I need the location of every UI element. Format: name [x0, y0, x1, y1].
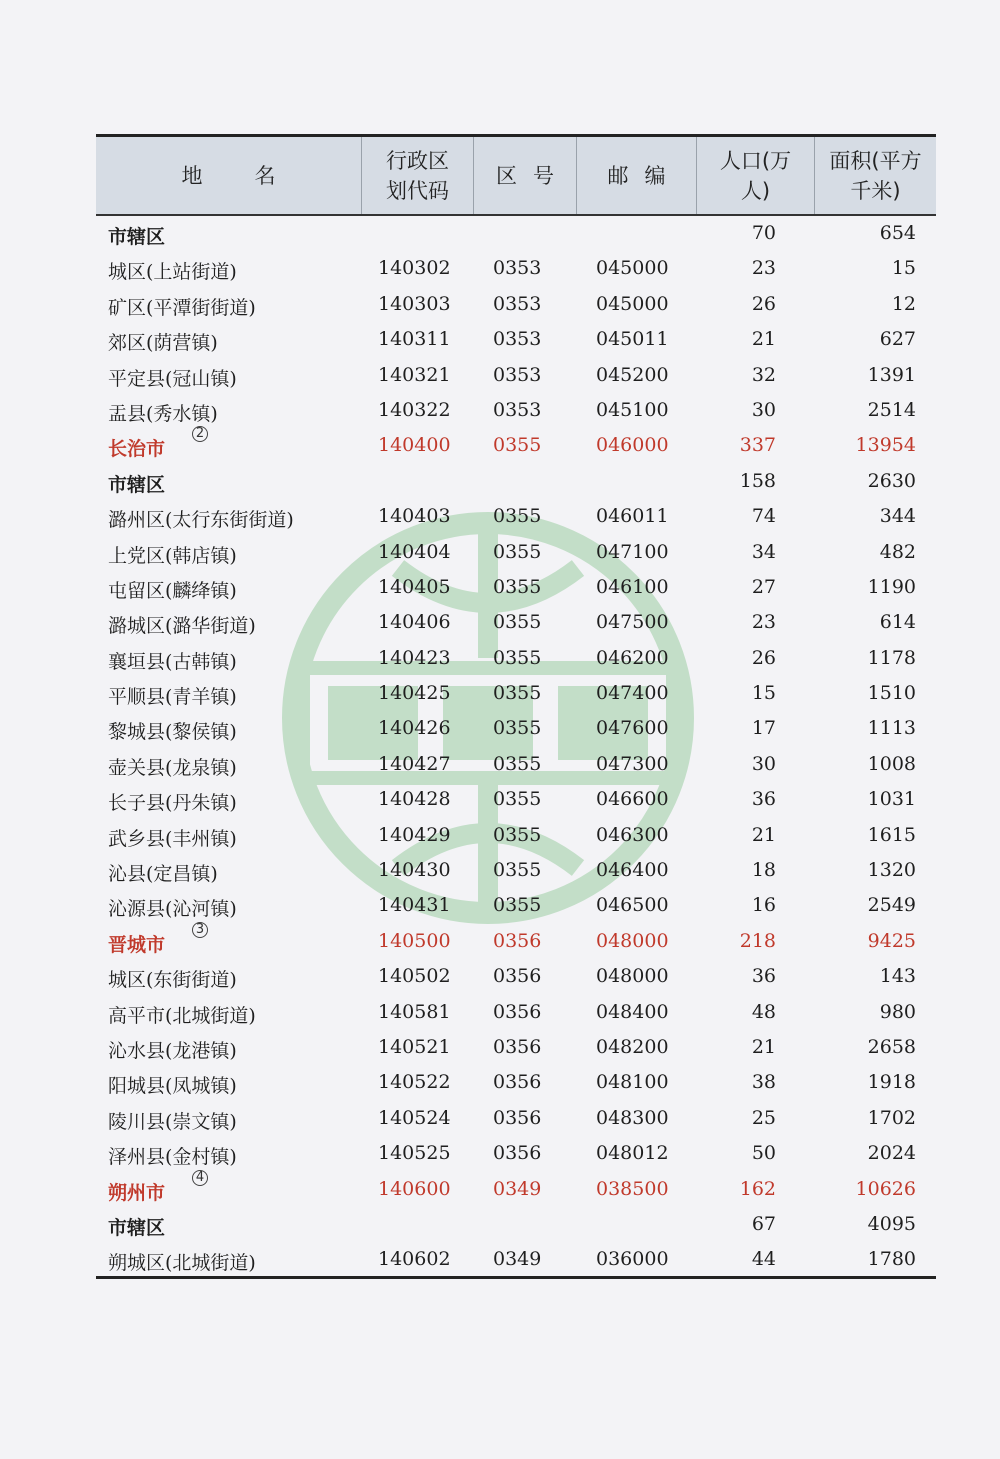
cell-pop: 36	[751, 788, 776, 811]
cell-size: 12	[891, 292, 916, 315]
cell-area: 0355	[493, 894, 542, 917]
cell-size: 1008	[867, 752, 916, 775]
cell-post: 045000	[596, 257, 669, 280]
cell-post: 048000	[596, 929, 669, 952]
table-row	[96, 251, 936, 286]
table-row	[96, 995, 936, 1030]
cell-post: 048100	[596, 1071, 669, 1094]
cell-code: 140426	[378, 717, 451, 740]
cell-pop: 30	[751, 398, 776, 421]
cell-pop: 38	[751, 1071, 776, 1094]
cell-post: 046600	[596, 788, 669, 811]
cell-post: 047400	[596, 682, 669, 705]
cell-pop: 15	[751, 682, 776, 705]
cell-pop: 337	[739, 434, 776, 457]
cell-post: 045000	[596, 292, 669, 315]
table-row	[96, 1207, 936, 1242]
cell-code: 140404	[378, 540, 451, 563]
cell-size: 2514	[867, 398, 916, 421]
cell-name: 沁水县(龙港镇)	[108, 1039, 237, 1062]
cell-size: 13954	[855, 434, 916, 457]
table-row	[96, 605, 936, 640]
cell-pop: 21	[751, 328, 776, 351]
cell-name: 矿区(平潭街街道)	[108, 296, 256, 319]
cell-area: 0356	[493, 1142, 542, 1165]
cell-post: 047100	[596, 540, 669, 563]
cell-pop: 218	[739, 929, 776, 952]
cell-size: 1391	[867, 363, 916, 386]
cell-size: 1780	[867, 1248, 916, 1271]
cell-area: 0355	[493, 859, 542, 882]
cell-post: 046011	[596, 505, 669, 528]
cell-pop: 26	[751, 292, 776, 315]
cell-name: 城区(东街街道)	[108, 969, 237, 992]
cell-size: 4095	[867, 1212, 916, 1235]
table-row	[96, 1030, 936, 1065]
cell-post: 047500	[596, 611, 669, 634]
table-row	[96, 358, 936, 393]
table-row	[96, 1242, 936, 1277]
cell-size: 1113	[867, 717, 916, 740]
cell-area: 0355	[493, 575, 542, 598]
cell-code: 140430	[378, 859, 451, 882]
cell-post: 046100	[596, 575, 669, 598]
cell-name: 陵川县(崇文镇)	[108, 1110, 237, 1133]
cell-name: 屯留区(麟绛镇)	[108, 579, 237, 602]
cell-area: 0356	[493, 1071, 542, 1094]
cell-name: 襄垣县(古韩镇)	[108, 650, 237, 673]
cell-code: 140500	[378, 929, 451, 952]
cell-name: 市辖区	[108, 1216, 166, 1239]
cell-area: 0355	[493, 752, 542, 775]
cell-post: 047600	[596, 717, 669, 740]
cell-size: 2630	[867, 469, 916, 492]
cell-pop: 74	[751, 505, 776, 528]
cell-post: 036000	[596, 1248, 669, 1271]
table-row	[96, 641, 936, 676]
cell-post: 045011	[596, 328, 669, 351]
cell-post: 047300	[596, 752, 669, 775]
cell-name: 市辖区	[108, 473, 166, 496]
cell-name: 盂县(秀水镇)	[108, 402, 218, 425]
cell-code: 140600	[378, 1177, 451, 1200]
cell-size: 2024	[867, 1142, 916, 1165]
cell-size: 627	[879, 328, 916, 351]
cell-size: 1320	[867, 859, 916, 882]
cell-pop: 70	[751, 222, 776, 244]
cell-area: 0355	[493, 505, 542, 528]
table-row	[96, 216, 936, 251]
cell-name: 城区(上站街道)	[108, 261, 237, 284]
cell-code: 140502	[378, 965, 451, 988]
header-postcode: 邮编	[576, 137, 696, 214]
cell-post: 038500	[596, 1177, 669, 1200]
cell-pop: 25	[751, 1106, 776, 1129]
header-name: 地名	[181, 163, 328, 188]
cell-post: 048400	[596, 1000, 669, 1023]
cell-pop: 21	[751, 1035, 776, 1058]
cell-area: 0353	[493, 292, 542, 315]
table-row	[96, 570, 936, 605]
cell-name: 黎城县(黎侯镇)	[108, 721, 237, 744]
cell-area: 0356	[493, 965, 542, 988]
table-row	[96, 853, 936, 888]
cell-area: 0355	[493, 823, 542, 846]
cell-pop: 162	[739, 1177, 776, 1200]
cell-name: 潞城区(潞华街道)	[108, 615, 256, 638]
cell-code: 140521	[378, 1035, 451, 1058]
header-area: 面积(平方千米)	[814, 137, 936, 214]
cell-pop: 16	[751, 894, 776, 917]
cell-post: 045200	[596, 363, 669, 386]
cell-size: 1178	[867, 646, 916, 669]
cell-post: 048300	[596, 1106, 669, 1129]
cell-size: 980	[879, 1000, 916, 1023]
cell-area: 0356	[493, 1035, 542, 1058]
footnote-marker: 4	[192, 1170, 208, 1186]
city-row	[96, 428, 936, 463]
cell-code: 140428	[378, 788, 451, 811]
table-row	[96, 1136, 936, 1171]
cell-name: 平定县(冠山镇)	[108, 367, 237, 390]
cell-name: 长子县(丹朱镇)	[108, 792, 237, 815]
cell-code: 140525	[378, 1142, 451, 1165]
cell-code: 140405	[378, 575, 451, 598]
cell-pop: 17	[751, 717, 776, 740]
cell-size: 614	[879, 611, 916, 634]
table-row	[96, 959, 936, 994]
cell-code: 140322	[378, 398, 451, 421]
cell-name: 阳城县(凤城镇)	[108, 1075, 237, 1098]
cell-size: 2658	[867, 1035, 916, 1058]
cell-area: 0355	[493, 717, 542, 740]
cell-post: 046500	[596, 894, 669, 917]
cell-size: 344	[879, 505, 916, 528]
table-row	[96, 287, 936, 322]
cell-code: 140403	[378, 505, 451, 528]
table-row	[96, 393, 936, 428]
cell-post: 046200	[596, 646, 669, 669]
table-row	[96, 888, 936, 923]
cell-code: 140303	[378, 292, 451, 315]
table-row	[96, 676, 936, 711]
cell-pop: 44	[751, 1248, 776, 1271]
cell-size: 9425	[867, 929, 916, 952]
cell-pop: 50	[751, 1142, 776, 1165]
cell-area: 0356	[493, 929, 542, 952]
cell-area: 0355	[493, 682, 542, 705]
cell-name: 上党区(韩店镇)	[108, 544, 237, 567]
header-population: 人口(万人)	[696, 137, 814, 214]
cell-code: 140400	[378, 434, 451, 457]
table-row	[96, 711, 936, 746]
cell-pop: 26	[751, 646, 776, 669]
cell-pop: 48	[751, 1000, 776, 1023]
cell-size: 1615	[867, 823, 916, 846]
table-row	[96, 782, 936, 817]
cell-post: 045100	[596, 398, 669, 421]
cell-code: 140524	[378, 1106, 451, 1129]
cell-code: 140427	[378, 752, 451, 775]
cell-pop: 18	[751, 859, 776, 882]
cell-area: 0355	[493, 611, 542, 634]
cell-name: 武乡县(丰州镇)	[108, 827, 237, 850]
cell-post: 048012	[596, 1142, 669, 1165]
header-code: 行政区划代码	[361, 137, 473, 214]
cell-code: 140431	[378, 894, 451, 917]
cell-area: 0355	[493, 646, 542, 669]
cell-area: 0356	[493, 1106, 542, 1129]
cell-code: 140581	[378, 1000, 451, 1023]
cell-code: 140406	[378, 611, 451, 634]
cell-area: 0353	[493, 257, 542, 280]
cell-area: 0355	[493, 788, 542, 811]
cell-code: 140425	[378, 682, 451, 705]
cell-code: 140429	[378, 823, 451, 846]
cell-area: 0353	[493, 328, 542, 351]
cell-size: 482	[879, 540, 916, 563]
table-row	[96, 1065, 936, 1100]
city-row	[96, 1169, 936, 1207]
cell-size: 2549	[867, 894, 916, 917]
cell-pop: 32	[751, 363, 776, 386]
cell-name: 泽州县(金村镇)	[108, 1146, 237, 1169]
cell-name: 市辖区	[108, 226, 166, 248]
cell-size: 1031	[867, 788, 916, 811]
table-row	[96, 499, 936, 534]
cell-name: 壶关县(龙泉镇)	[108, 756, 237, 779]
cell-area: 0355	[493, 434, 542, 457]
cell-area: 0349	[493, 1248, 542, 1271]
header-area-code: 区号	[473, 137, 576, 214]
table-row	[96, 464, 936, 499]
cell-post: 046400	[596, 859, 669, 882]
cell-pop: 21	[751, 823, 776, 846]
cell-name: 长治市	[108, 438, 166, 461]
cell-name: 沁源县(沁河镇)	[108, 898, 237, 921]
cell-size: 654	[879, 222, 916, 244]
cell-size: 1190	[867, 575, 916, 598]
cell-size: 1918	[867, 1071, 916, 1094]
table-body	[96, 216, 936, 1278]
cell-code: 140321	[378, 363, 451, 386]
table-row	[96, 747, 936, 782]
cell-code: 140522	[378, 1071, 451, 1094]
cell-name: 朔城区(北城街道)	[108, 1252, 256, 1275]
city-row	[96, 921, 936, 959]
cell-post: 046000	[596, 434, 669, 457]
cell-pop: 23	[751, 611, 776, 634]
cell-post: 048000	[596, 965, 669, 988]
cell-area: 0355	[493, 540, 542, 563]
cell-size: 15	[891, 257, 916, 280]
footnote-marker: 2	[192, 426, 208, 442]
cell-pop: 34	[751, 540, 776, 563]
cell-pop: 158	[739, 469, 776, 492]
cell-area: 0349	[493, 1177, 542, 1200]
cell-code: 140602	[378, 1248, 451, 1271]
cell-pop: 27	[751, 575, 776, 598]
cell-post: 046300	[596, 823, 669, 846]
cell-area: 0353	[493, 363, 542, 386]
cell-size: 1702	[867, 1106, 916, 1129]
footnote-marker: 3	[192, 922, 208, 938]
cell-name: 郊区(荫营镇)	[108, 332, 218, 355]
cell-size: 143	[879, 965, 916, 988]
cell-area: 0356	[493, 1000, 542, 1023]
cell-name: 晋城市	[108, 933, 166, 956]
cell-size: 10626	[855, 1177, 916, 1200]
table-row	[96, 818, 936, 853]
cell-name: 高平市(北城街道)	[108, 1004, 256, 1027]
cell-name: 朔州市	[108, 1181, 166, 1204]
cell-pop: 36	[751, 965, 776, 988]
cell-code: 140423	[378, 646, 451, 669]
cell-name: 沁县(定昌镇)	[108, 863, 218, 886]
cell-pop: 30	[751, 752, 776, 775]
cell-size: 1510	[867, 682, 916, 705]
cell-name: 潞州区(太行东街街道)	[108, 509, 294, 532]
table-row	[96, 535, 936, 570]
cell-post: 048200	[596, 1035, 669, 1058]
cell-code: 140302	[378, 257, 451, 280]
cell-area: 0353	[493, 398, 542, 421]
bottom-rule	[96, 1276, 936, 1279]
cell-pop: 23	[751, 257, 776, 280]
table-row	[96, 1101, 936, 1136]
table-header	[96, 137, 936, 216]
table-row	[96, 322, 936, 357]
cell-pop: 67	[751, 1212, 776, 1235]
cell-code: 140311	[378, 328, 451, 351]
cell-name: 平顺县(青羊镇)	[108, 686, 237, 709]
